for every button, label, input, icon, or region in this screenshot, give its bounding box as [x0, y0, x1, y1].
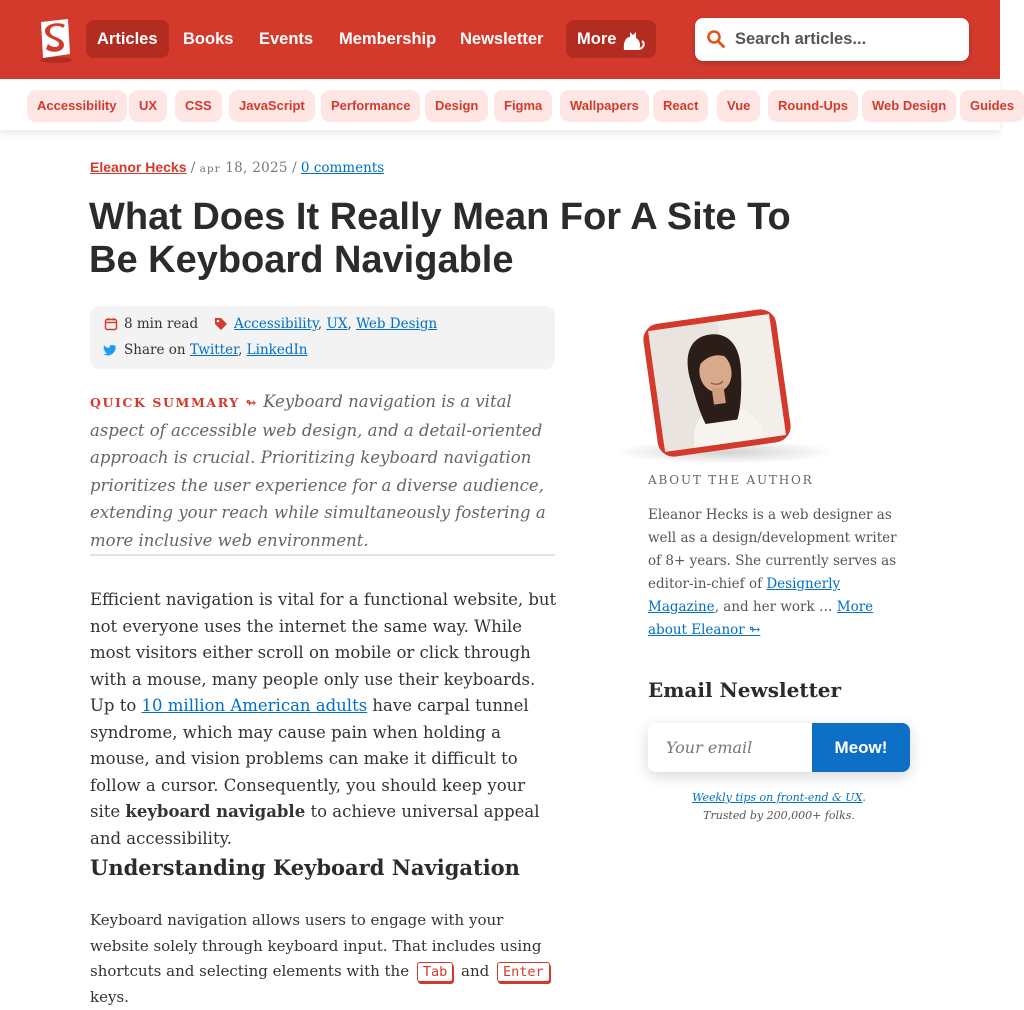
share-separator: ,	[238, 342, 247, 358]
tag-accessibility[interactable]: Accessibility	[27, 90, 127, 122]
author-avatar[interactable]	[641, 307, 792, 458]
section-text: keys.	[90, 987, 129, 1006]
subscribe-button[interactable]: Meow!	[812, 723, 910, 772]
tag-ux[interactable]: UX	[129, 90, 167, 122]
byline	[90, 159, 384, 176]
tag-design[interactable]: Design	[425, 90, 488, 122]
tag-round-ups[interactable]: Round-Ups	[768, 90, 858, 122]
email-input[interactable]	[648, 723, 812, 772]
category-separator: ,	[347, 316, 357, 332]
author-link[interactable]: Eleanor Hecks	[90, 159, 187, 175]
article-title: What Does It Really Mean For A Site To Be Keyboard Navigable	[89, 196, 791, 281]
tag-icon	[214, 317, 228, 331]
cat-icon	[620, 28, 646, 52]
category-web-design[interactable]: Web Design	[356, 316, 438, 332]
tag-wallpapers[interactable]: Wallpapers	[560, 90, 649, 122]
author-bio-text: , and her work …	[714, 599, 837, 615]
statistic-link[interactable]: 10 million American adults	[141, 696, 368, 715]
quick-summary-label: QUICK SUMMARY ↬	[90, 395, 258, 410]
newsletter-title: Email Newsletter	[648, 678, 842, 702]
nav-more[interactable]	[566, 20, 656, 58]
intro-paragraph	[90, 587, 558, 852]
section-text: Keyboard navigation allows users to engage with your website solely through keyboard input. That includes using shortcuts and selecting elements with the	[90, 911, 542, 980]
about-author-label: ABOUT THE AUTHOR	[648, 473, 814, 487]
byline-separator: /	[292, 160, 301, 176]
publish-month: apr	[199, 163, 221, 175]
author-bio-text: Eleanor Hecks is a web designer as well as a design/development writer of 8+ years. She currently serves as editor-in-chief of	[648, 507, 897, 592]
note-period: .	[862, 791, 866, 804]
intro-text: to achieve universal appeal and accessibility.	[90, 802, 540, 848]
share-prefix: Share on	[124, 342, 186, 358]
tag-css[interactable]: CSS	[175, 90, 222, 122]
byline-separator: /	[190, 160, 200, 176]
smashing-logo-icon[interactable]	[34, 16, 76, 64]
search-icon	[706, 29, 726, 49]
trusted-by-text: Trusted by 200,000+ folks.	[703, 809, 855, 822]
publish-date	[200, 160, 288, 176]
nav-more-label: More	[577, 30, 617, 48]
calendar-icon	[104, 317, 118, 331]
quick-summary	[90, 388, 560, 554]
tag-performance[interactable]: Performance	[321, 90, 420, 122]
article-meta-card	[90, 306, 555, 369]
nav-articles[interactable]: Articles	[86, 20, 169, 58]
intro-text: have carpal tunnel syndrome, which may cause pain when holding a mouse, and vision problems can make it difficult to follow a cursor. Consequently, you should keep your site	[90, 696, 529, 821]
topic-tags	[0, 79, 1015, 131]
share-row	[124, 342, 308, 358]
tag-javascript[interactable]: JavaScript	[229, 90, 315, 122]
tag-guides[interactable]: Guides	[960, 90, 1024, 122]
nav-events[interactable]: Events	[259, 30, 314, 48]
designerly-link[interactable]: Designerly Magazine	[648, 576, 841, 615]
share-twitter-link[interactable]: Twitter	[189, 342, 239, 358]
tag-figma[interactable]: Figma	[494, 90, 552, 122]
nav-membership[interactable]: Membership	[339, 30, 437, 48]
kbd-enter: Enter	[497, 962, 550, 982]
weekly-tips-link[interactable]: Weekly tips on front-end & UX	[692, 791, 863, 804]
nav-newsletter[interactable]: Newsletter	[460, 30, 544, 48]
search-box[interactable]	[695, 18, 969, 61]
section-paragraph	[90, 908, 558, 1010]
search-input[interactable]	[735, 18, 957, 61]
category-accessibility[interactable]: Accessibility	[234, 316, 318, 332]
intro-bold-text: keyboard navigable	[125, 802, 306, 821]
category-ux[interactable]: UX	[326, 316, 348, 332]
quick-summary-text: Keyboard navigation is a vital aspect of accessible web design, and a detail-oriented approach is crucial. Prioritizing keyboard navigation prioritizes the user experience for a diverse audience, extending your reach while simultaneously fostering a more inclusive web environment.	[90, 392, 546, 550]
newsletter-form	[648, 723, 910, 772]
newsletter-note	[648, 789, 910, 825]
author-bio	[648, 504, 910, 642]
share-linkedin-link[interactable]: LinkedIn	[246, 342, 308, 358]
intro-text: Efficient navigation is vital for a functional website, but not everyone uses the internet the same way. While most visitors either scroll on mobile or click through with a mouse, many people only use their keyboards. Up to	[90, 590, 557, 715]
twitter-icon	[103, 343, 117, 357]
kbd-tab: Tab	[417, 962, 453, 982]
section-heading: Understanding Keyboard Navigation	[90, 855, 520, 880]
tag-react[interactable]: React	[653, 90, 708, 122]
comments-link[interactable]: 0 comments	[300, 160, 385, 176]
nav-books[interactable]: Books	[183, 30, 234, 48]
category-separator: ,	[317, 316, 327, 332]
publish-day-year: 18, 2025	[225, 160, 288, 176]
read-time: 8 min read	[124, 316, 199, 332]
tag-web-design[interactable]: Web Design	[862, 90, 956, 122]
summary-divider	[90, 554, 555, 556]
article-categories	[234, 316, 437, 332]
tag-vue[interactable]: Vue	[717, 90, 760, 122]
author-photo	[648, 314, 786, 452]
site-header	[0, 0, 1000, 79]
section-text: and	[461, 962, 490, 980]
more-about-author-link[interactable]: More about Eleanor ↬	[648, 599, 874, 638]
